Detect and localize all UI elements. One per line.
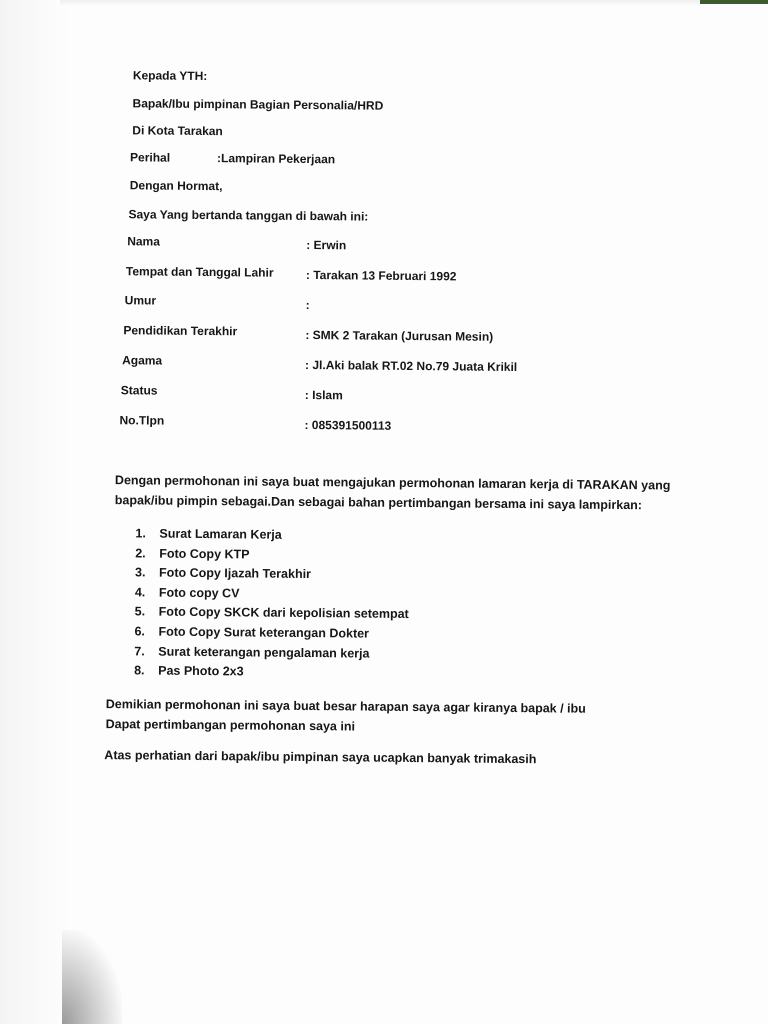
list-item	[135, 524, 409, 546]
subject-value: :Lampiran Pekerjaan	[216, 151, 336, 167]
request-line-2: bapak/ibu pimpin sebagai.Dan sebagai bahan pertimbangan bersama ini saya lampirkan:	[114, 493, 643, 513]
list-item-number: 3.	[135, 565, 146, 580]
list-item-text: Surat keterangan pengalaman kerja	[158, 644, 370, 661]
list-item-text: Foto copy CV	[158, 585, 240, 601]
list-item-number: 8.	[134, 663, 145, 678]
field-value-pendidikan: : SMK 2 Tarakan (Jurusan Mesin)	[305, 327, 494, 344]
list-item-text: Foto Copy KTP	[159, 546, 250, 562]
list-item-text: Surat Lamaran Kerja	[159, 526, 282, 542]
field-label-ttl: Tempat dan Tanggal Lahir	[125, 264, 274, 280]
field-label-pendidikan: Pendidikan Terakhir	[123, 323, 238, 339]
subject-label: Perihal	[130, 150, 171, 165]
field-label-telepon: No.Tlpn	[119, 413, 165, 428]
list-item-text: Foto Copy Surat keterangan Dokter	[158, 624, 370, 641]
background-edge	[700, 0, 768, 4]
field-value-status: : Islam	[304, 387, 343, 403]
list-item	[134, 622, 408, 644]
letter-greeting: Dengan Hormat,	[129, 178, 223, 194]
attachment-list	[134, 524, 410, 683]
field-value-nama: : Erwin	[306, 237, 347, 253]
letter-addressee-prefix: Kepada YTH:	[132, 68, 208, 84]
field-value-umur: :	[305, 297, 310, 313]
list-item-number: 5.	[134, 604, 146, 619]
list-item-number: 4.	[134, 585, 146, 600]
letter-intro: Saya Yang bertanda tanggan di bawah ini:	[128, 207, 369, 224]
list-item-number: 7.	[134, 643, 145, 659]
list-item	[135, 564, 409, 586]
list-item	[135, 583, 409, 605]
list-item-text: Foto Copy SKCK dari kepolisian setempat	[158, 604, 409, 622]
list-item	[134, 662, 408, 684]
list-item-text: Foto Copy Ijazah Terakhir	[159, 565, 312, 582]
field-label-agama: Agama	[122, 353, 163, 368]
list-item	[134, 642, 408, 664]
list-item	[135, 544, 409, 566]
list-item-number: 6.	[134, 624, 146, 639]
list-item-text: Pas Photo 2x3	[158, 663, 244, 679]
letter-city: Di Kota Tarakan	[132, 123, 223, 139]
closing-line-1: Demikian permohonan ini saya buat besar harapan saya agar kiranya bapak / ibu	[105, 697, 586, 716]
closing-line-2: Dapat pertimbangan permohonan saya ini	[105, 717, 356, 734]
field-label-nama: Nama	[127, 234, 161, 249]
field-value-telepon: : 085391500113	[304, 417, 392, 433]
field-value-agama: : Jl.Aki balak RT.02 No.79 Juata Krikil	[305, 357, 518, 375]
field-value-ttl: : Tarakan 13 Februari 1992	[305, 267, 457, 284]
list-item-number: 2.	[135, 545, 146, 561]
list-item-number: 1.	[135, 526, 146, 541]
list-item	[135, 603, 409, 625]
request-line-1: Dengan permohonan ini saya buat mengajukan permohonan lamaran kerja di TARAKAN yang	[114, 473, 671, 493]
field-label-status: Status	[120, 383, 158, 398]
letter-recipient: Bapak/Ibu pimpinan Bagian Personalia/HRD	[132, 96, 384, 113]
field-label-umur: Umur	[124, 293, 157, 308]
closing-thanks: Atas perhatian dari bapak/ibu pimpinan saya ucapkan banyak trimakasih	[104, 748, 537, 767]
